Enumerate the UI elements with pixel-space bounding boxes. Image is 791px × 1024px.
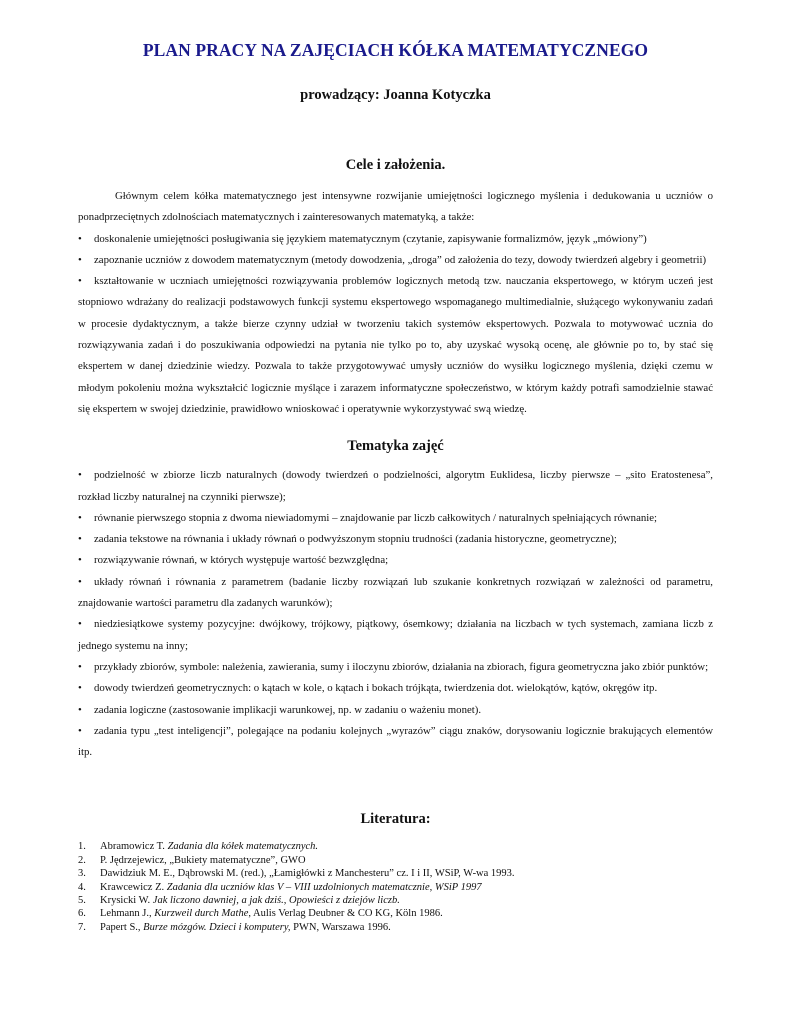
tematyka-bullet-list: [78, 465, 713, 763]
bibliography-item: 7. Papert S., Burze mózgów. Dzieci i komputery, PWN, Warszawa 1996.: [78, 921, 391, 933]
bullet-icon: •: [78, 618, 82, 631]
section-heading-tematyka: Tematyka zajęć: [347, 438, 444, 455]
bullet-icon: •: [78, 469, 82, 482]
bibliography-item: 4. Krawcewicz Z. Zadania dla uczniów klas V – VIII uzdolnionych matematcznie, WSiP 1997: [78, 881, 482, 893]
bullet-icon: •: [78, 511, 82, 524]
list-item: • zadania typu „test inteligencji”, polegające na podaniu kolejnych „wyrazów” ciągu znaków, dorysowaniu logicznie brakujących elementów itp.: [78, 721, 713, 764]
bibliography-item: 6. Lehmann J., Kurzweil durch Mathe, Aulis Verlag Deubner & CO KG, Köln 1986.: [78, 908, 443, 920]
section-heading-literatura: Literatura:: [360, 811, 431, 828]
section-heading-cele: Cele i założenia.: [345, 157, 446, 173]
bibliography-item: 2. P. Jędrzejewicz, „Bukiety matematyczne”, GWO: [78, 854, 306, 866]
list-item: • dowody twierdzeń geometrycznych: o kątach w kole, o kątach i bokach trójkąta, twierdzenia dot. wielokątów, kątów, okręgów itp.: [78, 678, 713, 699]
bibliography-item: 1. Abramowicz T. Zadania dla kółek matematycznych.: [78, 841, 319, 853]
bullet-icon: •: [78, 724, 82, 737]
list-item: • przykłady zbiorów, symbole: należenia, zawierania, sumy i iloczynu zbiorów, działania na zbiorach, figura geometryczna jako zbiór punktów;: [78, 657, 713, 678]
list-item: • podzielność w zbiorze liczb naturalnych (dowody twierdzeń o podzielności, algorytm Euklidesa, liczby pierwsze – „sito Eratostenesa”, rozkład liczby naturalnej na czynniki pierwsze);: [78, 465, 713, 508]
bullet-icon: •: [78, 554, 82, 567]
bibliography-item: 5. Krysicki W. Jak liczono dawniej, a jak dziś., Opowieści z dziejów liczb.: [78, 895, 400, 907]
list-item: • doskonalenie umiejętności posługiwania się językiem matematycznym (czytanie, zapisywanie formalizmów, język „mówiony”): [78, 229, 713, 250]
bullet-icon: •: [78, 682, 82, 695]
list-item: • rozwiązywanie równań, w których występuje wartość bezwzględna;: [78, 550, 713, 571]
page-subtitle: prowadzący: Joanna Kotyczka: [300, 87, 491, 103]
bullet-icon: •: [78, 253, 82, 266]
bullet-icon: •: [78, 660, 82, 673]
bullet-icon: •: [78, 275, 82, 288]
list-item: • zapoznanie uczniów z dowodem matematycznym (metody dowodzenia, „droga” od założenia do tezy, dowody twierdzeń algebry i geometrii): [78, 250, 713, 271]
bullet-icon: •: [78, 575, 82, 588]
list-item: • niedziesiątkowe systemy pozycyjne: dwójkowy, trójkowy, piątkowy, ósemkowy; działania na liczbach w tych systemach, zamiana liczb z jednego systemu na inny;: [78, 614, 713, 657]
list-item: • kształtowanie w uczniach umiejętności rozwiązywania problemów logicznych metodą tzw. nauczania ekspertowego, w którym uczeń jest stopniowo wdrażany do realizacji podstawowych funkcji systemu ekspertowego wspomaganego multimedialnie, służącego wykonywaniu zadań w procesie dydaktycznym, a także bierze czynny udział w tworzeniu takich systemów ekspertowych. Pozwala to motywować ucznia do rozwiązywania zadań i do poszukiwania odpowiedzi na pytania nie tylko po to, aby uzyskać wysoką ocenę, ale głównie po to, by stać się ekspertem w danej dziedzinie wiedzy. Pozwala to także przygotowywać umysły uczniów do wysiłku logicznego myślenia, dzięki czemu w młodym pokoleniu można wykształcić logicznie myślące i zarazem informatyczne społeczeństwo, w którym każdy potrafi samodzielnie stawać się ekspertem w swojej dziedzinie, prawidłowo wnioskować i operatywnie wykorzystywać swą wiedzę.: [78, 271, 713, 420]
list-item: • zadania logiczne (zastosowanie implikacji warunkowej, np. w zadaniu o ważeniu monet).: [78, 700, 713, 721]
bullet-icon: •: [78, 703, 82, 716]
cele-intro: Głównym celem kółka matematycznego jest intensywne rozwijanie umiejętności logicznego myślenia i dedukowania u uczniów o ponadprzeciętnych zdolnościach matematycznych i zainteresowanych matematyką, a także:: [78, 190, 713, 224]
bullet-icon: •: [78, 533, 82, 546]
bullet-icon: •: [78, 232, 82, 245]
bibliography-list: [78, 840, 713, 934]
page-title: PLAN PRACY NA ZAJĘCIACH KÓŁKA MATEMATYCZNEGO: [142, 40, 649, 60]
bibliography-item: 3. Dawidziuk M. E., Dąbrowski M. (red.), „Łamigłówki z Manchesteru” cz. I i II, WSiP, W-wa 1993.: [78, 868, 515, 880]
list-item: • zadania tekstowe na równania i układy równań o podwyższonym stopniu trudności (zadania historyczne, geometryczne);: [78, 529, 713, 550]
list-item: • układy równań i równania z parametrem (badanie liczby rozwiązań lub szukanie konkretnych rozwiązań w zależności od parametru, znajdowanie wartości parametru dla zadanych warunków);: [78, 572, 713, 615]
cele-bullet-list: [78, 229, 713, 421]
list-item: • równanie pierwszego stopnia z dwoma niewiadomymi – znajdowanie par liczb całkowitych / naturalnych spełniających równanie;: [78, 508, 713, 529]
